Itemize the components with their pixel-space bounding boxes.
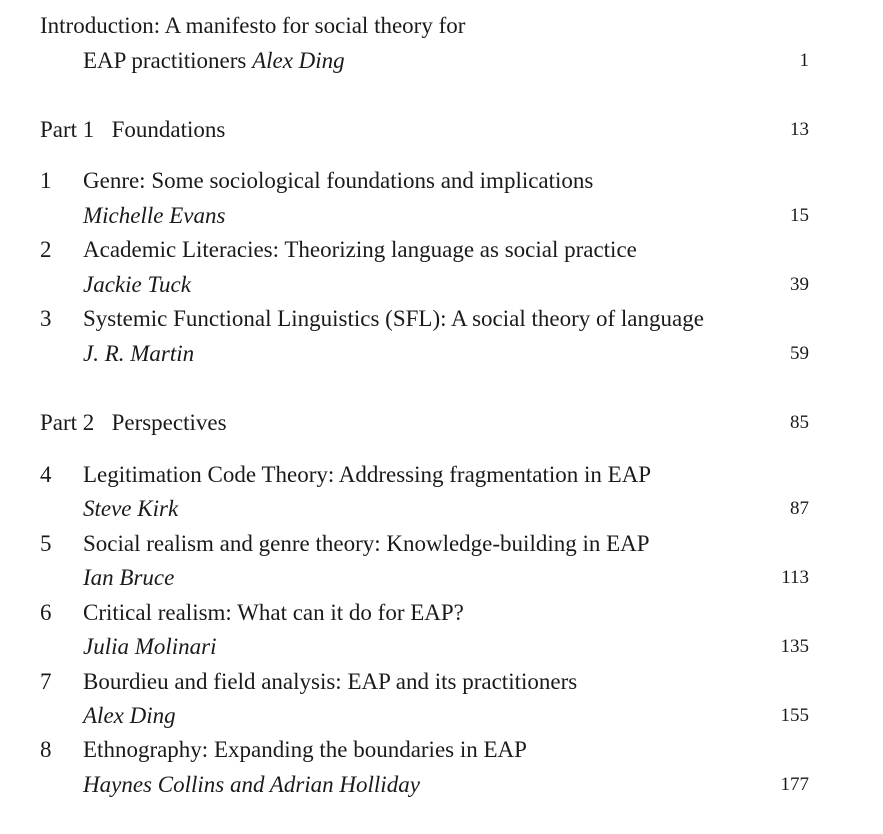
chapter-number: 5: [40, 531, 52, 556]
chapter-title: Ethnography: Expanding the boundaries in EAP: [83, 737, 527, 762]
part-heading: [0, 113, 883, 147]
chapter-author: Julia Molinari: [83, 634, 217, 659]
chapter-title-row: [0, 665, 883, 699]
part-page-number: 13: [790, 119, 809, 140]
chapter-title: Social realism and genre theory: Knowledge-building in EAP: [83, 531, 650, 556]
chapter-page-number: 87: [790, 498, 809, 519]
chapter-title-row: [0, 164, 883, 198]
part-title: Perspectives: [111, 410, 227, 435]
chapter-number: 1: [40, 168, 52, 193]
chapter-title: Genre: Some sociological foundations and implications: [83, 168, 594, 193]
chapter-author-row: [0, 199, 883, 233]
chapter-author-row: [0, 699, 883, 733]
chapter-page-number: 39: [790, 274, 809, 295]
intro-title-text: Introduction: A manifesto for social theory for: [40, 13, 466, 38]
chapter-author: Steve Kirk: [83, 496, 179, 521]
intro-title-continued-text: EAP practitioners: [83, 48, 247, 73]
chapter-number: 2: [40, 237, 52, 262]
chapter-title: Legitimation Code Theory: Addressing fragmentation in EAP: [83, 462, 652, 487]
chapter-title: Bourdieu and field analysis: EAP and its practitioners: [83, 669, 578, 694]
chapter-author-row: [0, 630, 883, 664]
chapter-title-row: [0, 596, 883, 630]
chapter-title-row: [0, 733, 883, 767]
chapter-page-number: 113: [781, 567, 809, 588]
chapter-author-row: [0, 561, 883, 595]
chapter-author: Ian Bruce: [83, 565, 175, 590]
chapter-title: Critical realism: What can it do for EAP?: [83, 600, 464, 625]
part-page-number: 85: [790, 412, 809, 433]
chapter-number: 7: [40, 669, 52, 694]
intro-page-number: 1: [799, 50, 809, 71]
chapter-page-number: 59: [790, 343, 809, 364]
chapter-title-row: [0, 527, 883, 561]
chapter-author-row: [0, 492, 883, 526]
chapter-number: 4: [40, 462, 52, 487]
chapter-title-row: [0, 458, 883, 492]
chapter-page-number: 135: [780, 636, 809, 657]
chapter-title-row: [0, 302, 883, 336]
chapter-number: 8: [40, 737, 52, 762]
chapter-author: Alex Ding: [83, 703, 176, 728]
part-number: Part 1: [40, 117, 95, 142]
chapter-title-row: [0, 233, 883, 267]
intro-author: Alex Ding: [252, 48, 345, 73]
intro-title-line1: [0, 9, 883, 43]
chapter-page-number: 15: [790, 205, 809, 226]
chapter-page-number: 177: [780, 774, 809, 795]
chapter-author-row: [0, 337, 883, 371]
part-title: Foundations: [111, 117, 226, 142]
chapter-title: Systemic Functional Linguistics (SFL): A social theory of language: [83, 306, 704, 331]
part-label: [40, 406, 227, 440]
chapter-author: Jackie Tuck: [83, 272, 191, 297]
part-label: [40, 113, 225, 147]
chapter-page-number: 155: [780, 705, 809, 726]
intro-title-continued: [83, 44, 345, 78]
part-heading: [0, 406, 883, 440]
chapter-number: 3: [40, 306, 52, 331]
chapter-author: J. R. Martin: [83, 341, 195, 366]
chapter-author-row: [0, 268, 883, 302]
chapter-author: Michelle Evans: [83, 203, 226, 228]
intro-title-line2: [0, 44, 883, 78]
chapter-number: 6: [40, 600, 52, 625]
part-number: Part 2: [40, 410, 95, 435]
chapter-author: Haynes Collins and Adrian Holliday: [83, 772, 420, 797]
chapter-title: Academic Literacies: Theorizing language as social practice: [83, 237, 637, 262]
chapter-author-row: [0, 768, 883, 802]
